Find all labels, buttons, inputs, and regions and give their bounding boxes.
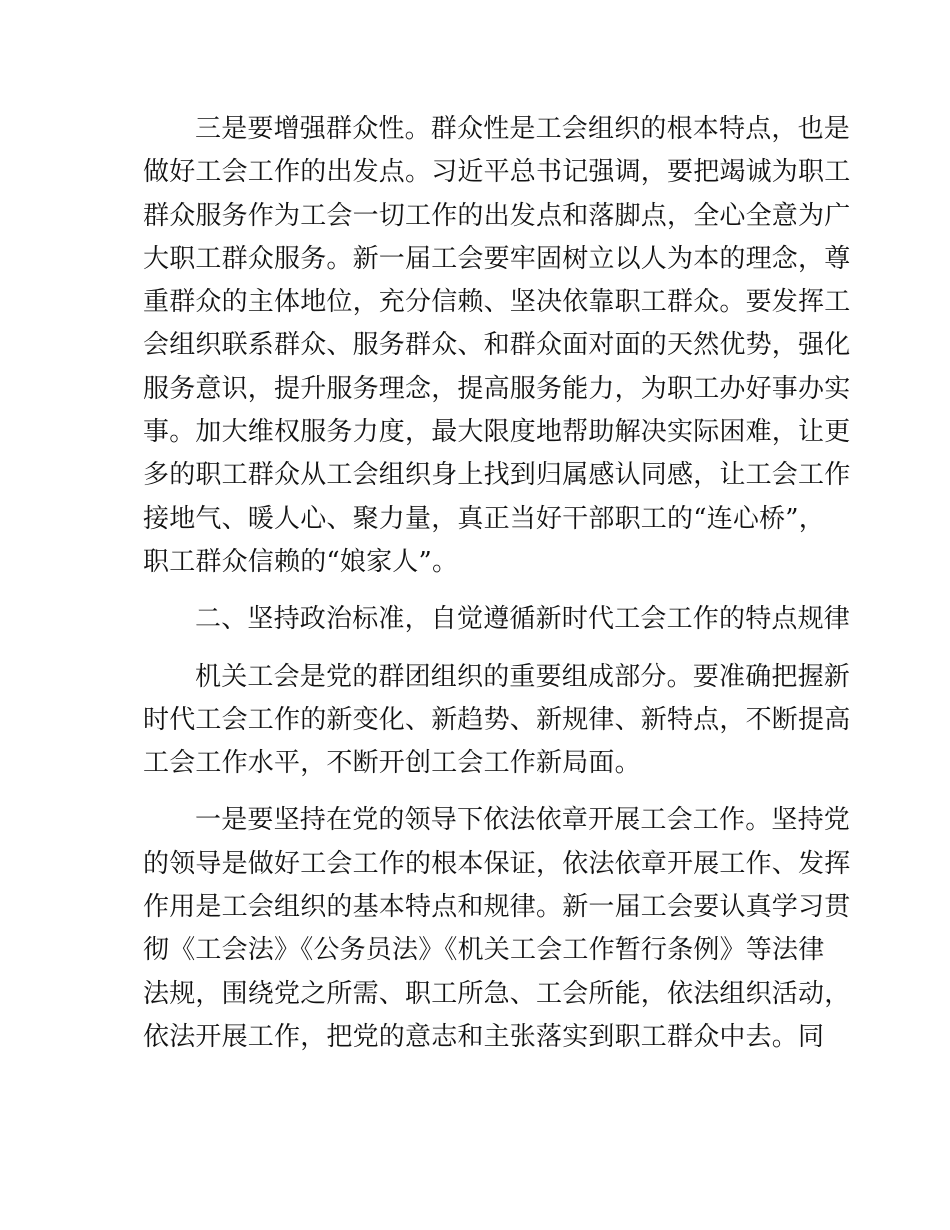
- text-line: 大职工群众服务。新一届工会要牢固树立以人为本的理念，尊: [143, 243, 851, 274]
- paragraph-party-mass-organization: [143, 656, 851, 786]
- text-line: 会组织联系群众、服务群众、和群众面对面的天然优势，强化: [143, 330, 851, 361]
- text-line: 服务意识，提升服务理念，提高服务能力，为职工办好事办实: [143, 373, 851, 404]
- text-line: 依法开展工作，把党的意志和主张落实到职工群众中去。同: [143, 1021, 825, 1052]
- text-line: 职工群众信赖的“娘家人”。: [143, 546, 459, 577]
- text-line: 工会工作水平，不断开创工会工作新局面。: [143, 748, 641, 779]
- text-line: 接地气、暖人心、聚力量，真正当好干部职工的“连心桥”，: [143, 503, 825, 534]
- text-line: 时代工会工作的新变化、新趋势、新规律、新特点，不断提高: [143, 704, 851, 735]
- text-line: 群众服务作为工会一切工作的出发点和落脚点，全心全意为广: [143, 200, 851, 231]
- paragraph-lawful-union-work: [143, 799, 851, 1059]
- text-line: 的领导是做好工会工作的根本保证，依法依章开展工作、发挥: [143, 848, 851, 879]
- document-body: [143, 108, 851, 1059]
- text-line: 法规，围绕党之所需、职工所急、工会所能，依法组织活动，: [143, 978, 851, 1009]
- paragraph-gap: [143, 642, 813, 656]
- text-line: 机关工会是党的群团组织的重要组成部分。要准确把握新: [195, 661, 851, 692]
- text-line: 三是要增强群众性。群众性是工会组织的根本特点，也是: [195, 114, 851, 144]
- paragraph-gap: [143, 584, 813, 598]
- text-line: 多的职工群众从工会组织身上找到归属感认同感，让工会工作: [143, 460, 851, 491]
- text-line: 一是要坚持在党的领导下依法依章开展工会工作。坚持党: [195, 805, 851, 836]
- text-line: 做好工会工作的出发点。习近平总书记强调，要把竭诚为职工: [143, 157, 851, 188]
- paragraph-gap: [143, 785, 813, 799]
- paragraph-strengthen-mass-nature: [143, 108, 851, 584]
- text-line: 作用是工会组织的基本特点和规律。新一届工会要认真学习贯: [143, 892, 851, 923]
- text-line: 彻《工会法》《公务员法》《机关工会工作暂行条例》等法律: [143, 935, 825, 966]
- text-line: 重群众的主体地位，充分信赖、坚决依靠职工群众。要发挥工: [143, 287, 851, 318]
- text-line: 事。加大维权服务力度，最大限度地帮助解决实际困难，让更: [143, 417, 851, 448]
- section-heading: 二、坚持政治标准，自觉遵循新时代工会工作的特点规律: [195, 604, 851, 635]
